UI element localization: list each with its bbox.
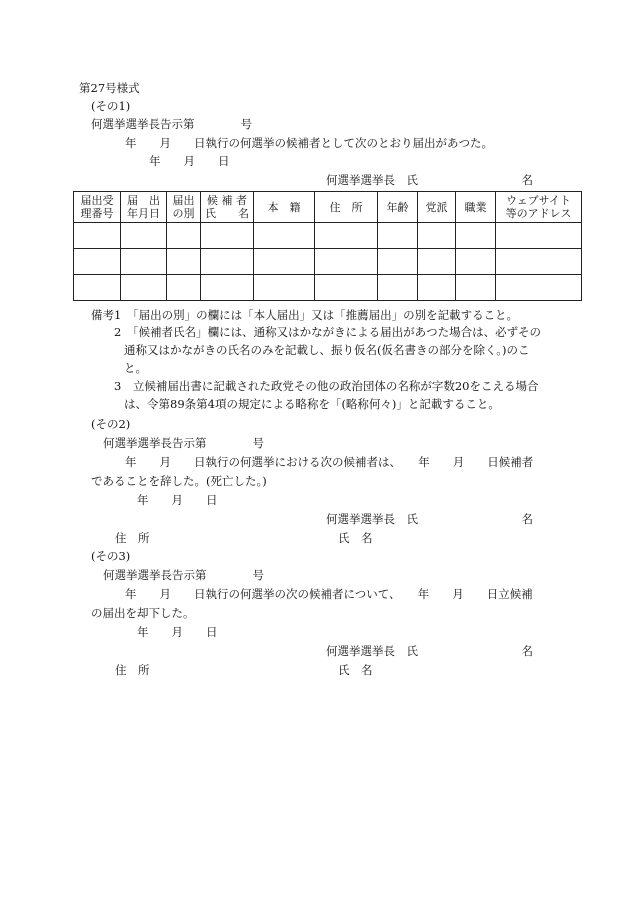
part2-signature: 何選挙選挙長 氏 名	[326, 512, 533, 526]
part3-notice-line: 何選挙選挙長告示第 号	[103, 568, 264, 582]
part3-date: 年 月 日	[137, 625, 218, 639]
col-header-age: 年齢	[378, 192, 418, 223]
part2-label: (その2)	[91, 417, 131, 431]
table-header-row	[74, 192, 582, 223]
form-number: 第27号様式	[79, 81, 140, 95]
note-3-line2: は、令第89条第4項の規定による略称を「(略称何々)」と記載すること。	[124, 397, 500, 411]
part2-notice-line: 何選挙選挙長告示第 号	[103, 436, 264, 450]
part2-body-line2: であることを辞した。(死亡した。)	[91, 474, 267, 488]
col-header-filing-type: 届出 の別	[167, 192, 201, 223]
col-header-occupation: 職業	[456, 192, 496, 223]
part1-date: 年 月 日	[149, 154, 230, 168]
table-row	[74, 223, 582, 249]
part2-body-line1: 年 月 日執行の何選挙における次の候補者は、 年 月 日候補者	[125, 455, 534, 469]
col-header-website: ウェブサイト 等のアドレス	[496, 192, 582, 223]
part1-notice-line: 何選挙選挙長告示第 号	[91, 117, 252, 131]
part2-date: 年 月 日	[137, 493, 218, 507]
part3-name-label: 氏 名	[338, 663, 373, 677]
part2-name-label: 氏 名	[338, 531, 373, 545]
note-2-line3: と。	[124, 361, 147, 375]
col-header-candidate-name: 候 補 者 氏 名	[201, 192, 254, 223]
col-header-domicile: 本 籍	[254, 192, 315, 223]
candidate-table	[73, 191, 582, 301]
table-row	[74, 275, 582, 301]
part3-body-line2: の届出を却下した。	[91, 606, 195, 620]
part2-address-label: 住 所	[115, 531, 150, 545]
note-1: 備考1 「届出の別」の欄には「本人届出」又は「推薦届出」の別を記載すること。	[91, 308, 519, 322]
col-header-address: 住 所	[315, 192, 378, 223]
part3-body-line1: 年 月 日執行の何選挙の次の候補者について、 年 月 日立候補	[125, 587, 533, 601]
part3-label: (その3)	[91, 549, 131, 563]
part1-signature: 何選挙選挙長 氏 名	[326, 173, 533, 187]
part3-address-label: 住 所	[115, 663, 150, 677]
part1-body: 年 月 日執行の何選挙の候補者として次のとおり届出があつた。	[125, 136, 493, 150]
note-2-line2: 通称又はかながきの氏名のみを記載し、振り仮名(仮名書きの部分を除く。)のこ	[124, 343, 530, 357]
part3-signature: 何選挙選挙長 氏 名	[326, 644, 533, 658]
col-header-filing-date: 届 出 年月日	[121, 192, 167, 223]
col-header-receipt-no: 届出受 理番号	[74, 192, 121, 223]
part1-label: (その1)	[91, 99, 131, 113]
note-2-line1: 2 「候補者氏名」欄には、通称又はかながきによる届出があつた場合は、必ずその	[114, 325, 542, 339]
note-3-line1: 3 立候補届出書に記載された政党その他の政治団体の名称が字数20をこえる場合	[114, 379, 539, 393]
col-header-party: 党派	[418, 192, 456, 223]
table-row	[74, 249, 582, 275]
